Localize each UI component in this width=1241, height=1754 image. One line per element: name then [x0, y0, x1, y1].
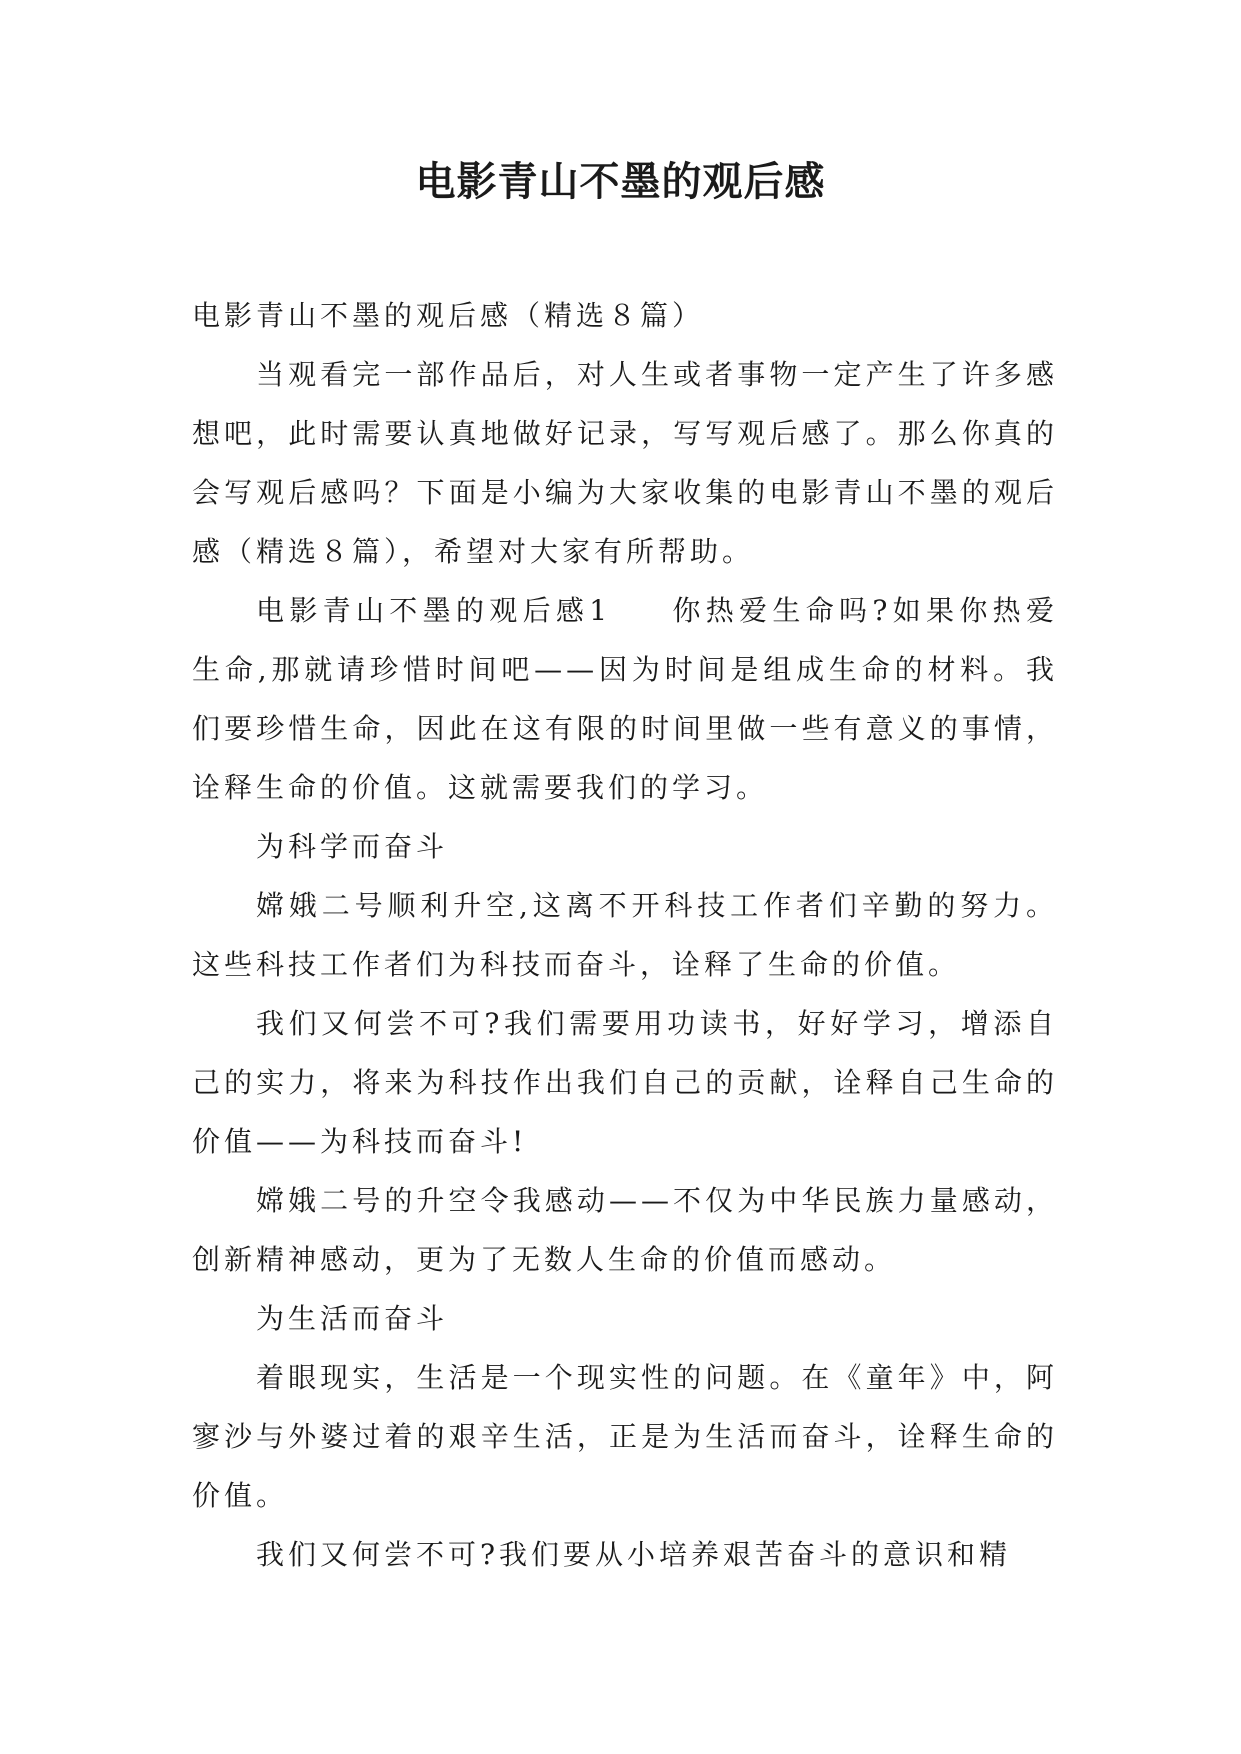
paragraph-why-not-science: 我们又何尝不可?我们需要用功读书，好好学习，增添自己的实力，将来为科技作出我们自己的贡献，诠释自己生命的价值——为科技而奋斗! — [192, 1007, 1058, 1158]
paragraph-essay-1 — [192, 581, 1058, 817]
paragraph-why-not-life: 我们又何尝不可?我们要从小培养艰苦奋斗的意识和精 — [256, 1538, 1012, 1571]
document-body — [192, 286, 1058, 1584]
document-subtitle: 电影青山不墨的观后感（精选８篇） — [192, 299, 705, 332]
section-heading-life: 为生活而奋斗 — [256, 1302, 449, 1335]
section-heading-science: 为科学而奋斗 — [256, 830, 449, 863]
document-title: 电影青山不墨的观后感 — [415, 159, 826, 205]
paragraph-moved: 嫦娥二号的升空令我感动——不仅为中华民族力量感动，创新精神感动，更为了无数人生命的价值而感动。 — [192, 1184, 1058, 1276]
essay-heading: 电影青山不墨的观后感1 — [256, 594, 612, 627]
essay-text: 你热爱生命吗?如果你热爱生命,那就请珍惜时间吧——因为时间是组成生命的材料。我们要珍惜生命，因此在这有限的时间里做一些有意义的事情，诠释生命的价值。这就需要我们的学习。 — [192, 594, 1058, 804]
paragraph-intro: 当观看完一部作品后，对人生或者事物一定产生了许多感想吧，此时需要认真地做好记录，写写观后感了。那么你真的会写观后感吗？下面是小编为大家收集的电影青山不墨的观后感（精选８篇），希望对大家有所帮助。 — [192, 358, 1058, 568]
paragraph-reality: 着眼现实，生活是一个现实性的问题。在《童年》中，阿寥沙与外婆过着的艰辛生活，正是为生活而奋斗，诠释生命的价值。 — [192, 1361, 1058, 1512]
paragraph-change2: 嫦娥二号顺利升空,这离不开科技工作者们辛勤的努力。这些科技工作者们为科技而奋斗，诠释了生命的价值。 — [192, 889, 1058, 981]
